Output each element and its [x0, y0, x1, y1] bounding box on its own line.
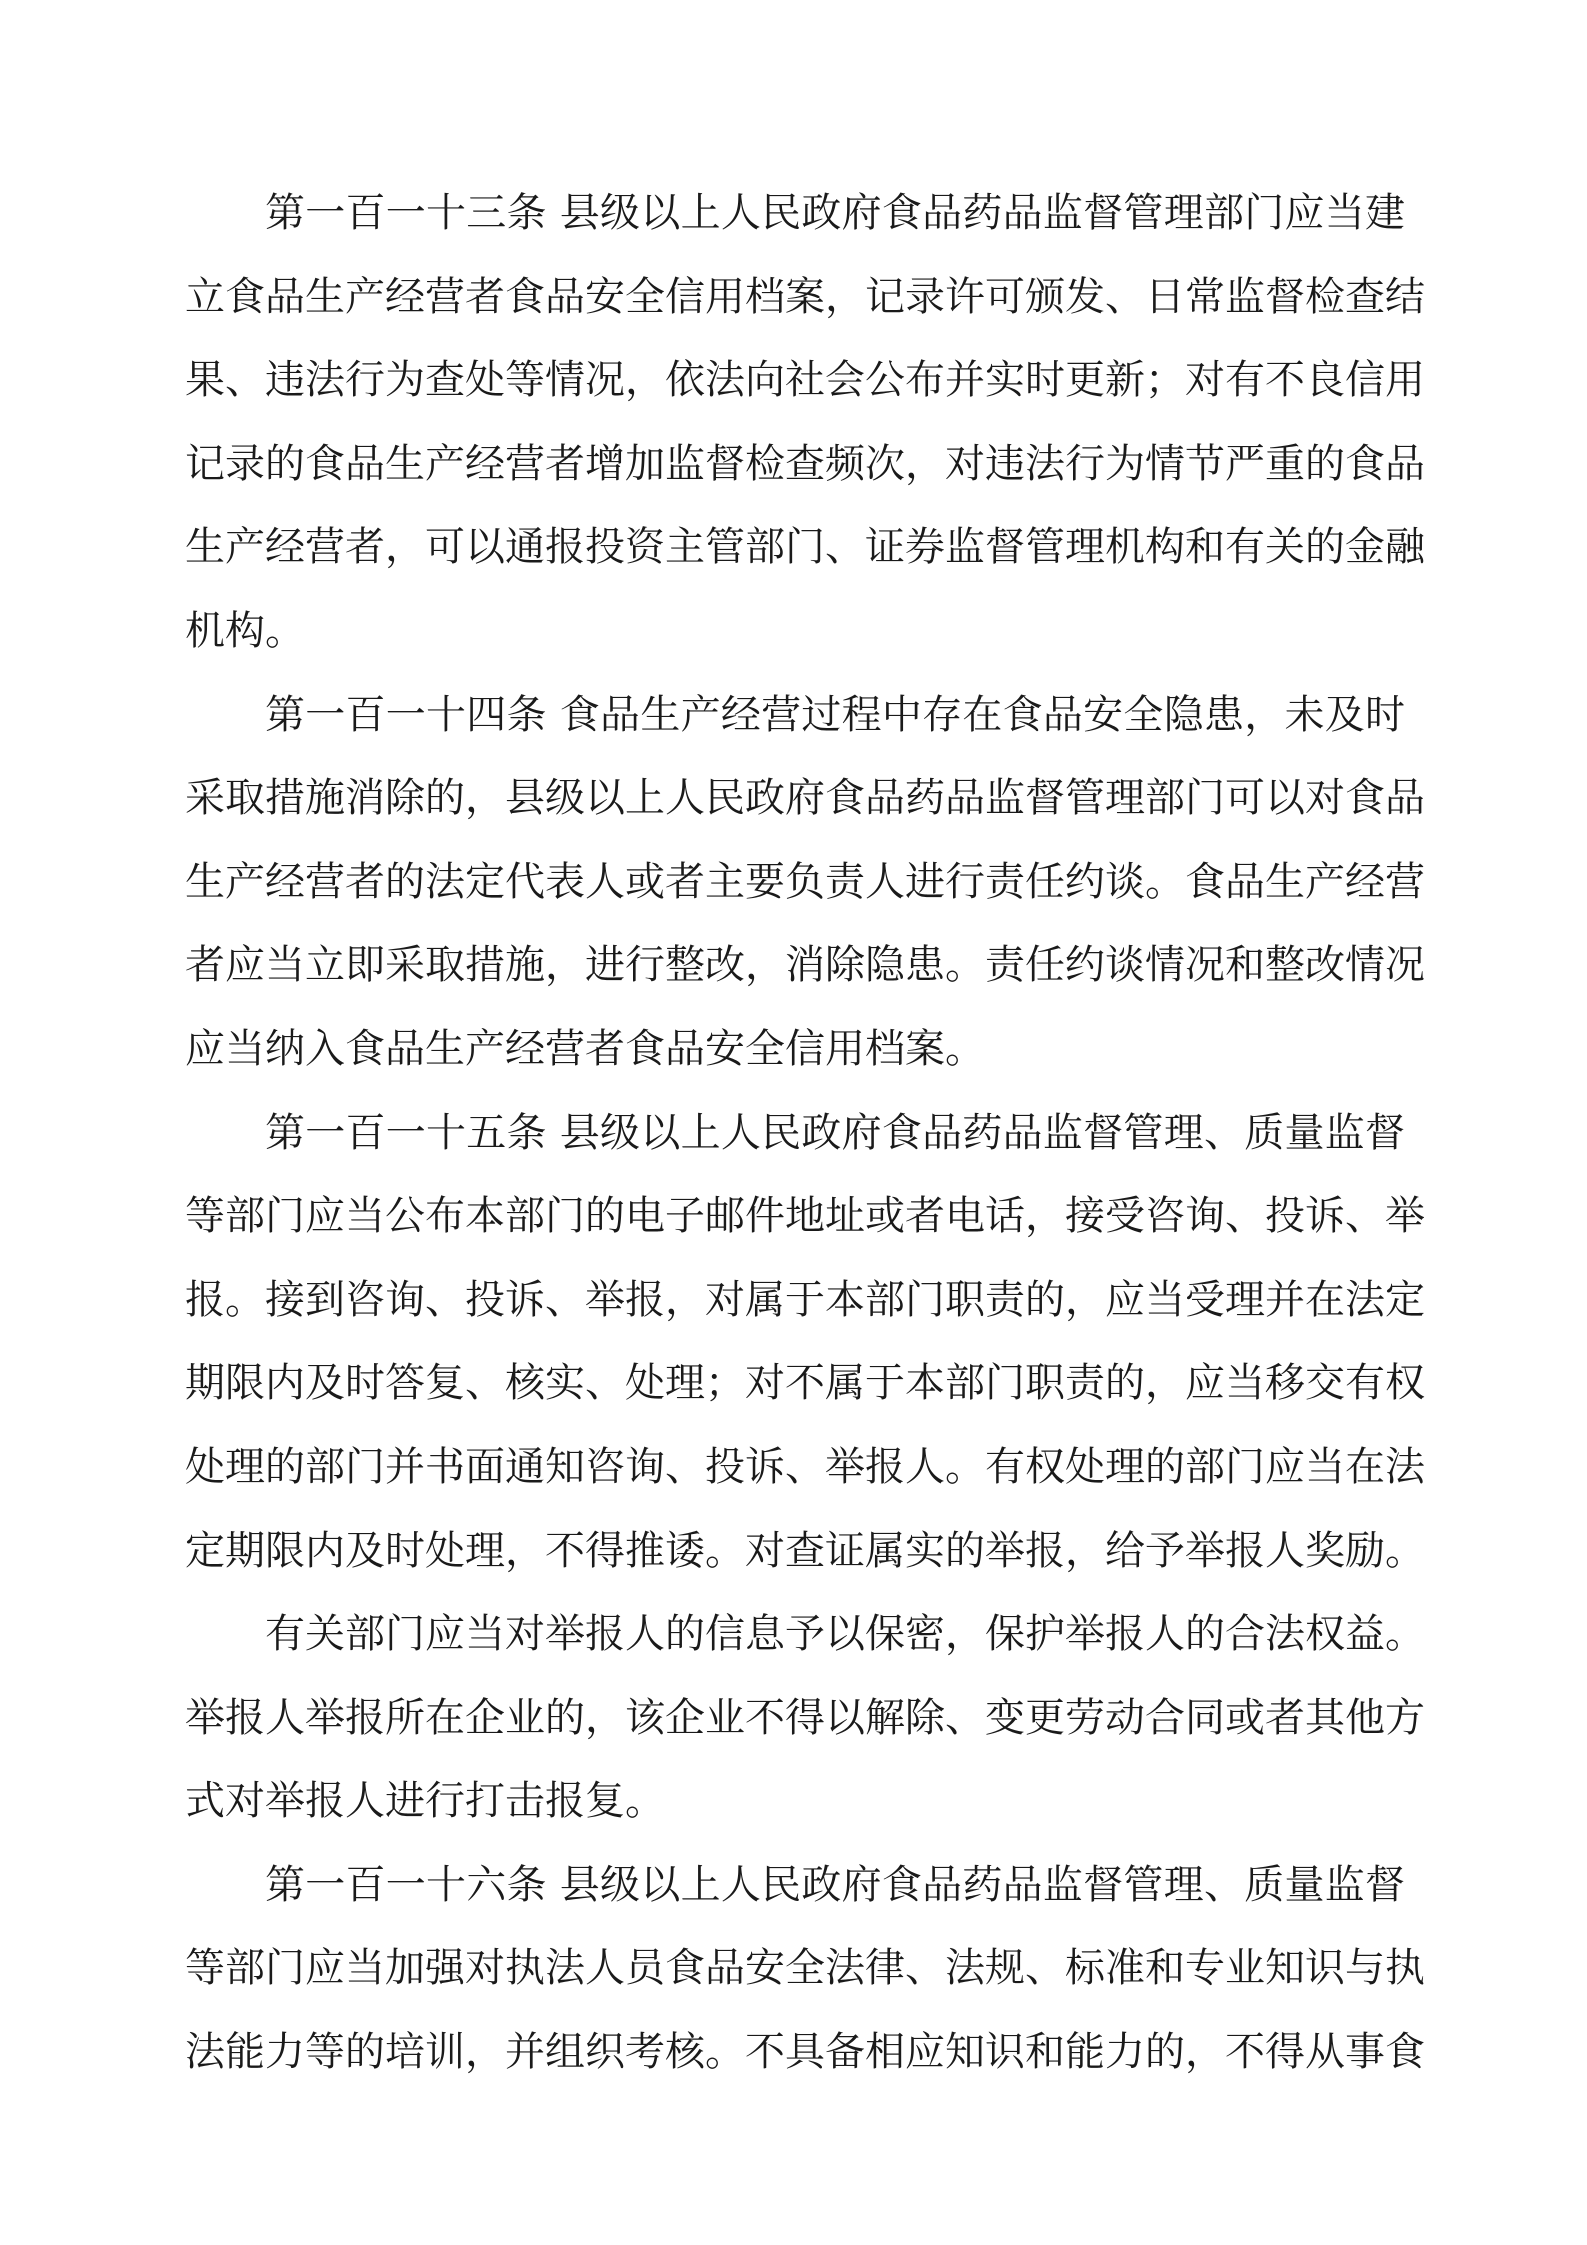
article-114-paragraph	[185, 674, 1425, 1092]
text-line: 者应当立即采取措施，进行整改，消除隐患。责任约谈情况和整改情况	[185, 942, 1425, 989]
document-page	[185, 172, 1425, 2095]
text-line: 举报人举报所在企业的，该企业不得以解除、变更劳动合同或者其他方	[185, 1694, 1425, 1741]
text-line: 定期限内及时处理，不得推诿。对查证属实的举报，给予举报人奖励。	[185, 1527, 1425, 1574]
text-line: 记录的食品生产经营者增加监督检查频次，对违法行为情节严重的食品	[185, 440, 1425, 487]
text-line: 处理的部门并书面通知咨询、投诉、举报人。有权处理的部门应当在法	[185, 1443, 1425, 1490]
text-line: 等部门应当公布本部门的电子邮件地址或者电话，接受咨询、投诉、举	[185, 1193, 1425, 1240]
text-line: 第一百一十五条 县级以上人民政府食品药品监督管理、质量监督	[265, 1109, 1405, 1156]
text-line: 应当纳入食品生产经营者食品安全信用档案。	[185, 1025, 985, 1072]
text-line: 生产经营者的法定代表人或者主要负责人进行责任约谈。食品生产经营	[185, 858, 1425, 905]
text-line: 生产经营者，可以通报投资主管部门、证券监督管理机构和有关的金融	[185, 524, 1425, 571]
text-line: 第一百一十四条 食品生产经营过程中存在食品安全隐患，未及时	[265, 691, 1405, 738]
text-line: 等部门应当加强对执法人员食品安全法律、法规、标准和专业知识与执	[185, 1945, 1425, 1992]
text-line: 果、违法行为查处等情况，依法向社会公布并实时更新；对有不良信用	[185, 357, 1425, 404]
text-line: 第一百一十六条 县级以上人民政府食品药品监督管理、质量监督	[265, 1861, 1405, 1908]
article-115-paragraph	[185, 1092, 1425, 1594]
text-line: 机构。	[185, 607, 305, 654]
text-line: 第一百一十三条 县级以上人民政府食品药品监督管理部门应当建	[265, 190, 1405, 236]
article-116-paragraph	[185, 1844, 1425, 2095]
text-line: 采取措施消除的，县级以上人民政府食品药品监督管理部门可以对食品	[185, 775, 1425, 822]
text-line: 立食品生产经营者食品安全信用档案，记录许可颁发、日常监督检查结	[185, 273, 1425, 320]
text-line: 法能力等的培训，并组织考核。不具备相应知识和能力的，不得从事食	[185, 2029, 1425, 2076]
article-115-second-paragraph	[185, 1593, 1425, 1844]
text-line: 有关部门应当对举报人的信息予以保密，保护举报人的合法权益。	[265, 1611, 1425, 1658]
text-line: 报。接到咨询、投诉、举报，对属于本部门职责的，应当受理并在法定	[185, 1276, 1425, 1323]
article-113-paragraph	[185, 172, 1425, 674]
text-line: 期限内及时答复、核实、处理；对不属于本部门职责的，应当移交有权	[185, 1360, 1425, 1407]
text-line: 式对举报人进行打击报复。	[185, 1778, 665, 1825]
